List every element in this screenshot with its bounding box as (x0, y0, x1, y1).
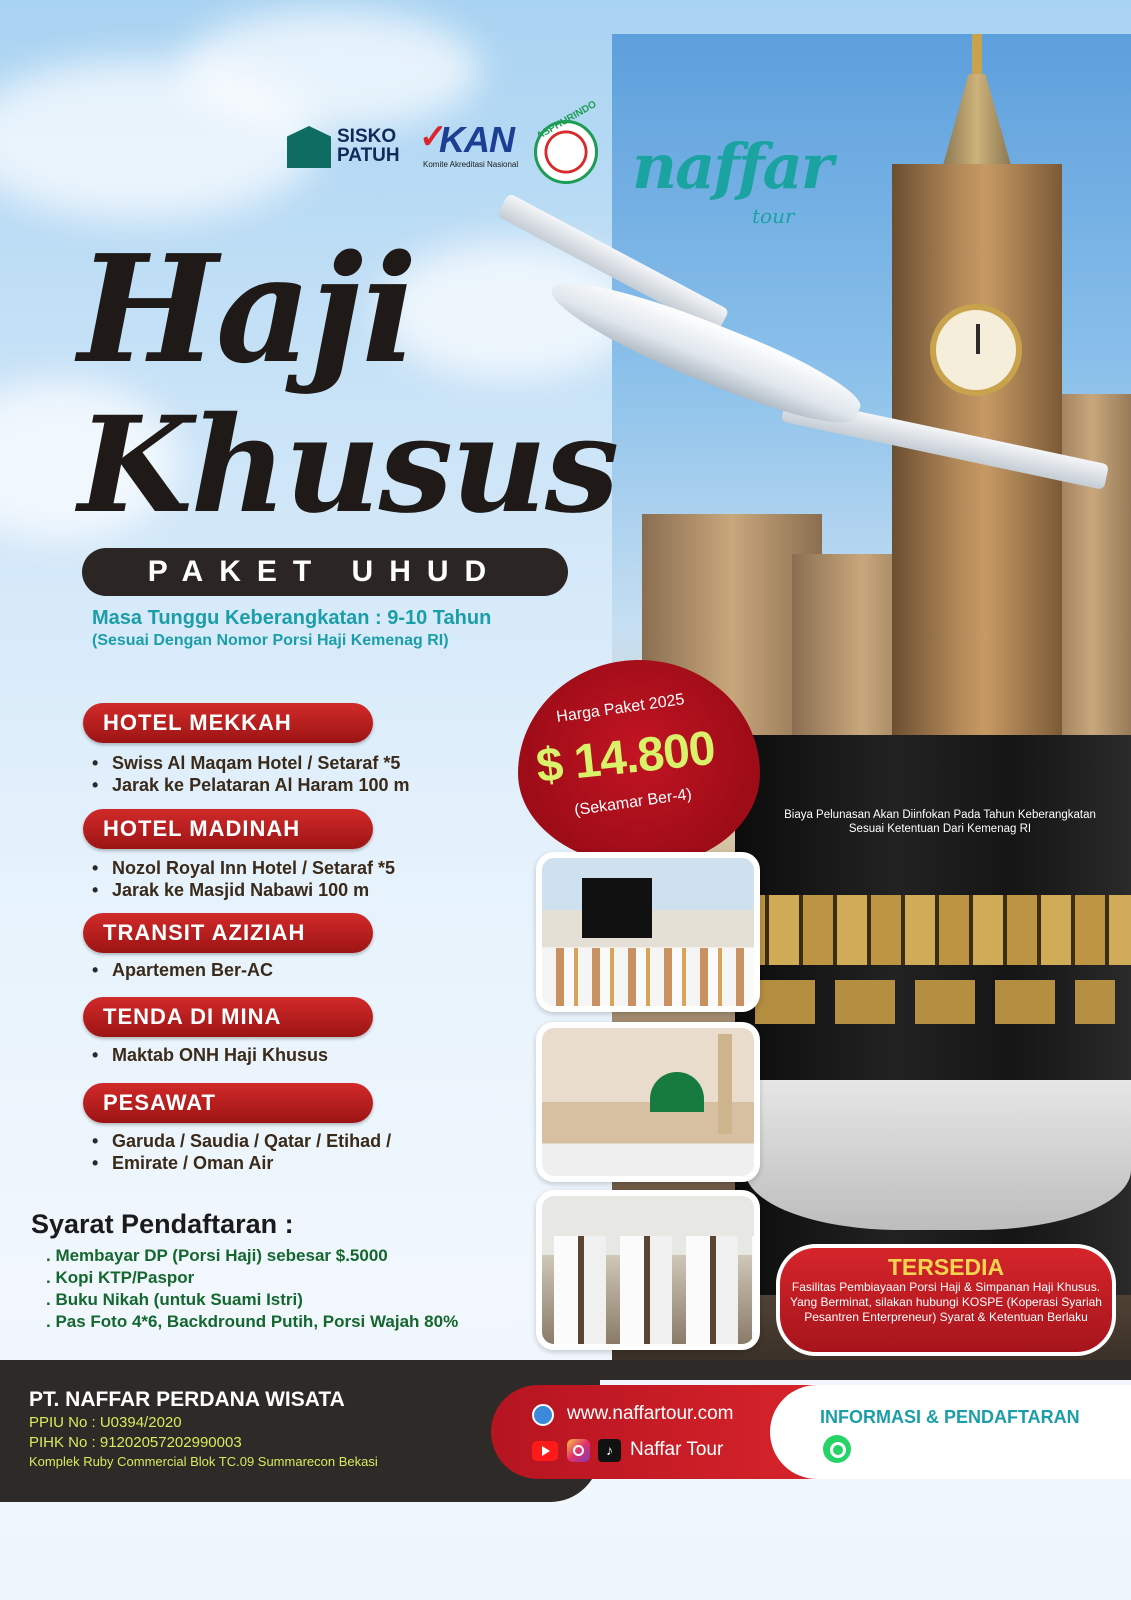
footer-strip (590, 1360, 1131, 1380)
list-item: • Maktab ONH Haji Khusus (92, 1044, 328, 1066)
info-registration: INFORMASI & PENDAFTARAN (820, 1407, 1080, 1427)
section-hotel-mekkah: HOTEL MEKKAH (83, 703, 373, 743)
naffar-text: naffar (632, 130, 832, 203)
headline-line1: Haji (78, 222, 416, 396)
list-item: . Pas Foto 4*6, Backdround Putih, Porsi Wajah 80% (46, 1312, 459, 1331)
sisko-mark-icon (287, 126, 331, 168)
list-item: • Apartemen Ber-AC (92, 959, 273, 981)
sisko-line1: SISKO (337, 126, 397, 147)
kaaba-white-cloth (745, 1080, 1131, 1230)
price-value: $ 14.800 (533, 721, 718, 794)
sisko-patuh-logo (287, 122, 399, 172)
package-name: PAKET UHUD (82, 548, 568, 596)
instagram-icon[interactable] (567, 1439, 590, 1462)
info-box (770, 1385, 1131, 1479)
list-item: . Buku Nikah (untuk Suami Istri) (46, 1290, 303, 1309)
section-transit-aziziah-list (92, 959, 273, 981)
tersedia-body: Fasilitas Pembiayaan Porsi Haji & Simpanan Haji Khusus. Yang Berminat, silakan hubungi KOSPE (Koperasi Syariah Pesantren Enterpreneur) Syarat & Ketentuan Berlaku (790, 1280, 1102, 1324)
wait-time: Masa Tunggu Keberangkatan : 9-10 Tahun (92, 607, 492, 629)
website-link[interactable]: www.naffartour.com (567, 1403, 734, 1424)
kan-logo (419, 118, 519, 174)
list-item: • Garuda / Saudia / Qatar / Etihad / (92, 1130, 391, 1152)
price-label: Harga Paket 2025 (555, 691, 686, 726)
syarat-title: Syarat Pendaftaran : (31, 1209, 294, 1239)
kan-text: KAN (439, 119, 514, 160)
naffar-sub: tour (752, 204, 795, 228)
clock-icon (930, 304, 1022, 396)
section-tenda-mina-list (92, 1044, 328, 1066)
tiktok-icon[interactable]: ♪ (598, 1439, 621, 1462)
photo-kaaba-pilgrims (536, 852, 760, 1012)
section-pesawat: PESAWAT (83, 1083, 373, 1123)
kaaba-note: Biaya Pelunasan Akan Diinfokan Pada Tahun Keberangkatan Sesuai Ketentuan Dari Kemenag RI (784, 809, 1096, 835)
list-item: • Jarak ke Masjid Nabawi 100 m (92, 879, 395, 901)
section-hotel-madinah: HOTEL MADINAH (83, 809, 373, 849)
sisko-line2: PATUH (337, 145, 400, 166)
cloud (180, 10, 480, 130)
youtube-icon[interactable] (532, 1441, 558, 1461)
list-item: . Kopi KTP/Paspor (46, 1268, 195, 1287)
ppiu-number: PPIU No : U0394/2020 (29, 1414, 182, 1431)
company-address: Komplek Ruby Commercial Blok TC.09 Summarecon Bekasi (29, 1454, 378, 1469)
section-pesawat-list (92, 1130, 391, 1174)
list-item: • Swiss Al Maqam Hotel / Setaraf *5 (92, 752, 410, 774)
tersedia-title: TERSEDIA (887, 1254, 1005, 1280)
kan-sub: Komite Akreditasi Nasional (423, 160, 519, 169)
syarat-list (46, 1245, 458, 1333)
section-transit-aziziah: TRANSIT AZIZIAH (83, 913, 373, 953)
globe-icon (532, 1404, 554, 1426)
list-item: . Membayar DP (Porsi Haji) sebesar $.5000 (46, 1246, 388, 1265)
kaaba-gold-ornaments (755, 980, 1115, 1024)
naffar-tour-logo (632, 130, 852, 246)
whatsapp-icon[interactable] (823, 1435, 851, 1463)
wait-time-note: (Sesuai Dengan Nomor Porsi Haji Kemenag RI) (92, 632, 449, 649)
social-handle[interactable]: Naffar Tour (630, 1439, 724, 1460)
list-item: • Jarak ke Pelataran Al Haram 100 m (92, 774, 410, 796)
section-hotel-mekkah-list (92, 752, 410, 796)
section-tenda-mina: TENDA DI MINA (83, 997, 373, 1037)
tersedia-box (776, 1244, 1116, 1356)
section-hotel-madinah-list (92, 857, 395, 901)
photo-pilgrims-ihram (536, 1190, 760, 1350)
list-item: • Nozol Royal Inn Hotel / Setaraf *5 (92, 857, 395, 879)
company-name: PT. NAFFAR PERDANA WISATA (29, 1388, 345, 1411)
kaaba-gold-band (735, 895, 1131, 965)
price-note: (Sekamar Ber-4) (573, 785, 693, 820)
headline-line2: Khusus (78, 388, 618, 543)
pihk-number: PIHK No : 91202057202990003 (29, 1434, 242, 1451)
asphurindo-logo (534, 98, 599, 184)
list-item: • Emirate / Oman Air (92, 1152, 391, 1174)
check-icon: ✓ (419, 118, 448, 156)
asphurindo-text: ASPHURINDO (534, 98, 599, 143)
photo-masjid-nabawi (536, 1022, 760, 1182)
